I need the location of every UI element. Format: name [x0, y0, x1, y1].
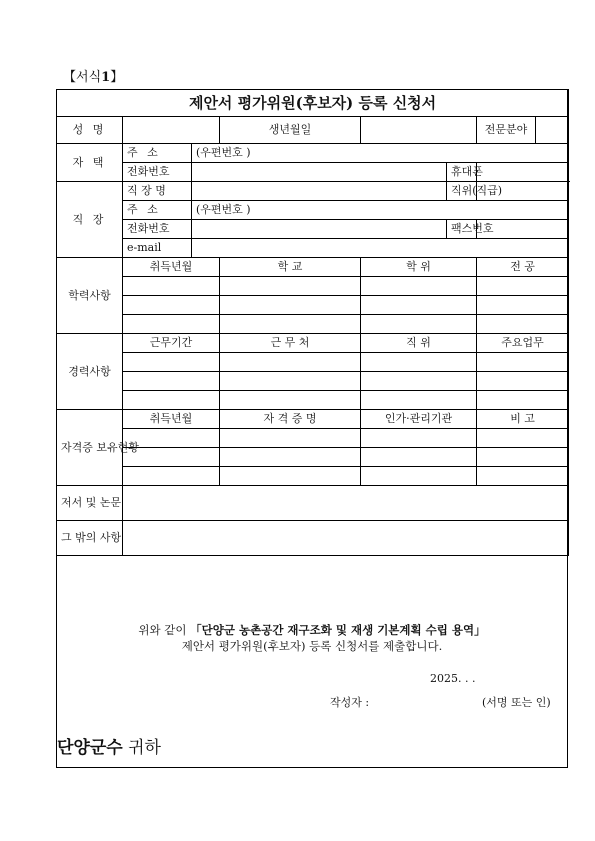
declaration-line2: 제안서 평가위원(후보자) 등록 신청서를 제출합니다.: [181, 639, 443, 653]
email-label: e-mail: [123, 239, 192, 258]
work-address-field[interactable]: (우편번호 ): [192, 201, 569, 220]
education-header: 취득년월: [123, 258, 220, 277]
addressee-name: 단양군수: [57, 738, 123, 758]
birth-field[interactable]: [361, 117, 477, 144]
certificate-header: 비 고: [477, 410, 569, 429]
career-header: 직 위: [361, 334, 477, 353]
project-name: 「단양군 농촌공간 재구조화 및 재생 기본계획 수립 용역」: [190, 623, 486, 637]
career-row: [57, 372, 569, 391]
education-row: [57, 315, 569, 334]
home-phone-label: 전화번호: [123, 163, 192, 182]
home-address-label: 주 소: [123, 144, 192, 163]
other-label: 그 밖의 사항: [57, 521, 123, 556]
home-address-field[interactable]: (우편번호 ): [192, 144, 569, 163]
papers-field[interactable]: [123, 486, 569, 521]
education-header: 전 공: [477, 258, 569, 277]
form-title: 제안서 평가위원(후보자) 등록 신청서: [57, 90, 569, 117]
submission-date: 2025. . .: [430, 672, 476, 685]
form-label: 【서식1】: [63, 70, 124, 85]
education-header: 학 위: [361, 258, 477, 277]
papers-label: 저서 및 논문: [57, 486, 123, 521]
career-row: [57, 353, 569, 372]
position-label: 직위(직급): [447, 182, 477, 201]
career-header: 주요업무: [477, 334, 569, 353]
career-label: 경력사항: [57, 334, 123, 410]
company-label: 직 장 명: [123, 182, 192, 201]
work-phone-field[interactable]: [192, 220, 447, 239]
addressee-suffix: 귀하: [122, 738, 161, 758]
education-row: [57, 277, 569, 296]
declaration-prefix: 위와 같이: [138, 623, 191, 637]
certificate-row: [57, 467, 569, 486]
career-row: [57, 391, 569, 410]
signature-label: (서명 또는 인): [482, 696, 551, 709]
addressee: [57, 733, 161, 758]
work-phone-label: 전화번호: [123, 220, 192, 239]
company-field[interactable]: [192, 182, 447, 201]
other-field[interactable]: [123, 521, 569, 556]
home-label: 자 택: [57, 144, 123, 182]
work-label: 직 장: [57, 182, 123, 258]
mobile-field[interactable]: [477, 163, 569, 182]
certificate-label: 자격증 보유현황: [57, 410, 123, 486]
name-label: 성 명: [57, 117, 123, 144]
education-header: 학 교: [220, 258, 361, 277]
name-field[interactable]: [123, 117, 220, 144]
certificate-header: 취득년월: [123, 410, 220, 429]
email-field[interactable]: [192, 239, 569, 258]
career-header: 근무기간: [123, 334, 220, 353]
education-row: [57, 296, 569, 315]
application-form-table: [56, 89, 569, 556]
education-label: 학력사항: [57, 258, 123, 334]
specialty-label: 전문분야: [477, 117, 536, 144]
mobile-label: 휴대폰: [447, 163, 477, 182]
certificate-header: 자 격 증 명: [220, 410, 361, 429]
birth-label: 생년월일: [220, 117, 361, 144]
declaration: [56, 622, 568, 654]
home-phone-field[interactable]: [192, 163, 447, 182]
work-address-label: 주 소: [123, 201, 192, 220]
author-label: 작성자 :: [330, 696, 370, 709]
career-header: 근 무 처: [220, 334, 361, 353]
fax-label: 팩스번호: [447, 220, 477, 239]
specialty-field[interactable]: [536, 117, 569, 144]
certificate-header: 인가·관리기관: [361, 410, 477, 429]
